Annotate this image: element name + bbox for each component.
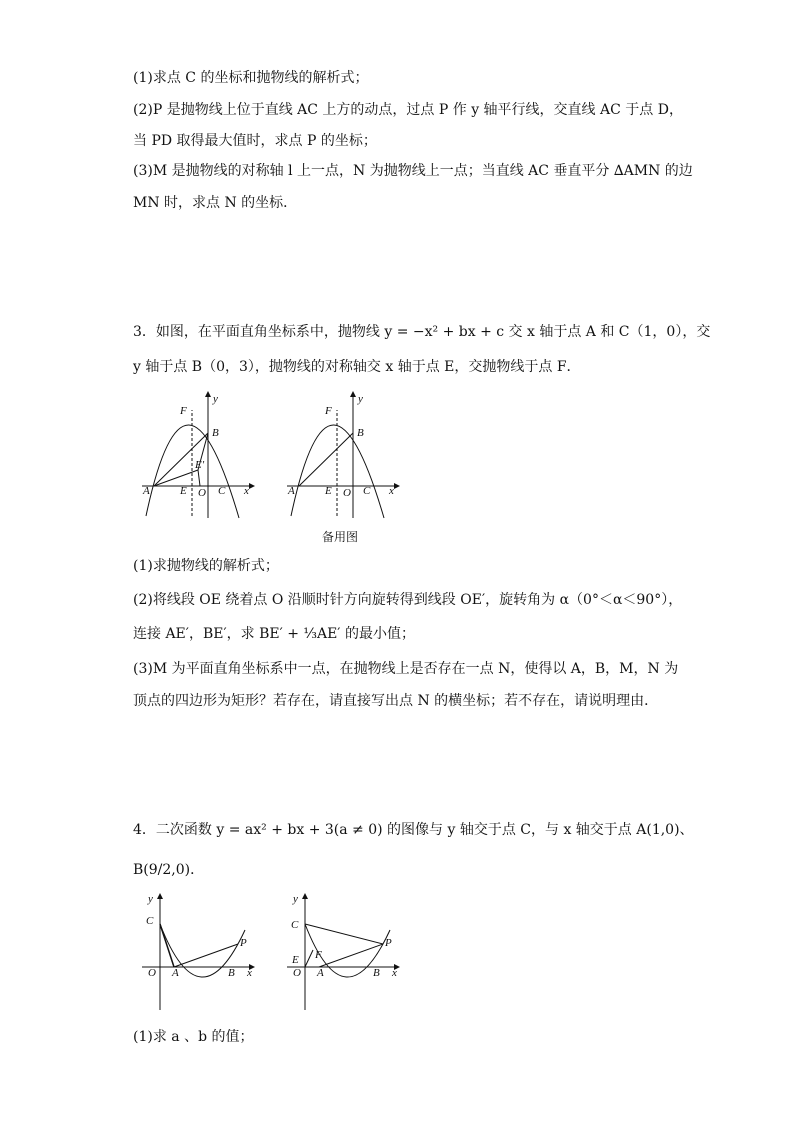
label-o: O (148, 967, 156, 979)
problem3-q3-line2: 顶点的四边形为矩形？若存在，请直接写出点 N 的横坐标；若不存在，请说明理由． (133, 693, 659, 709)
label-a: A (317, 967, 324, 979)
label-b: B (373, 967, 380, 979)
label-x: x (392, 967, 397, 979)
figure-caption: 备用图 (322, 530, 359, 544)
segment-ap (319, 944, 383, 967)
label-e: E (180, 485, 187, 497)
label-b: B (212, 427, 219, 439)
segment-ab (299, 433, 353, 486)
segment-ef (305, 950, 313, 967)
problem4-figure-right (285, 892, 405, 1012)
segment-cp (305, 924, 383, 944)
label-c: C (218, 485, 226, 497)
label-b: B (228, 967, 235, 979)
label-a: A (288, 485, 295, 497)
segment-ap (174, 944, 238, 967)
label-f: F (315, 949, 322, 961)
label-x: x (247, 967, 252, 979)
label-e: E (292, 954, 299, 966)
label-b: B (357, 427, 364, 439)
label-e: E (325, 485, 332, 497)
problem4-figure-left (140, 892, 260, 1012)
problem2-q3-line2: MN 时，求点 N 的坐标． (133, 195, 298, 211)
problem2-q3-line1: (3)M 是抛物线的对称轴 l 上一点，N 为抛物线上一点；当直线 AC 垂直平分 ∆AMN 的边 (133, 163, 693, 179)
problem2-q2-line1: (2)P 是抛物线上位于直线 AC 上方的动点，过点 P 作 y 轴平行线，交直线 AC 于点 D， (133, 102, 683, 118)
label-f: F (180, 405, 187, 417)
problem3-figure-spare (285, 388, 405, 523)
problem3-q2-line2: 连接 AE′，BE′，求 BE′ + ⅓AE′ 的最小值； (133, 626, 415, 642)
label-f: F (325, 405, 332, 417)
label-y: y (358, 393, 363, 405)
label-c: C (363, 485, 371, 497)
problem4-stem-line2: B(9/2,0)． (133, 862, 205, 878)
problem3-q1: (1)求抛物线的解析式； (133, 558, 279, 574)
label-x: x (389, 485, 394, 497)
label-p: P (385, 937, 392, 949)
label-y: y (293, 893, 298, 905)
segment-cp (160, 924, 174, 967)
problem4-stem-line1: 4．二次函数 y = ax² + bx + 3(a ≠ 0) 的图像与 y 轴交于点 C，与 x 轴交于点 A(1,0)、 (133, 822, 694, 838)
label-y: y (148, 893, 153, 905)
label-a: A (143, 485, 150, 497)
label-c: C (146, 915, 154, 927)
problem3-q3-line1: (3)M 为平面直角坐标系中一点，在抛物线上是否存在一点 N，使得以 A，B，M，N 为 (133, 661, 679, 677)
label-o: O (198, 487, 206, 499)
label-o: O (343, 487, 351, 499)
label-a: A (172, 967, 179, 979)
label-y: y (213, 393, 218, 405)
label-x: x (244, 485, 249, 497)
segment-ae-prime (154, 470, 198, 486)
problem3-figure-main (140, 388, 260, 523)
problem3-stem-line2: y 轴于点 B（0，3），抛物线的对称轴交 x 轴于点 E，交抛物线于点 F． (133, 359, 581, 375)
label-p: P (240, 937, 247, 949)
problem2-q2-line2: 当 PD 取得最大值时，求点 P 的坐标； (133, 133, 377, 149)
label-c: C (291, 919, 299, 931)
problem4-q1: (1)求 a 、b 的值； (133, 1029, 254, 1045)
problem3-q2-line1: (2)将线段 OE 绕着点 O 沿顺时针方向旋转得到线段 OE′，旋转角为 α（0°＜α＜90°）， (133, 592, 683, 608)
problem3-stem-line1: 3．如图，在平面直角坐标系中，抛物线 y = −x² + bx + c 交 x 轴于点 A 和 C（1，0），交 (133, 324, 711, 340)
segment-oe-prime (198, 470, 200, 486)
problem2-q1: (1)求点 C 的坐标和抛物线的解析式； (133, 70, 369, 86)
label-o: O (293, 967, 301, 979)
label-e-prime: E′ (195, 459, 205, 471)
